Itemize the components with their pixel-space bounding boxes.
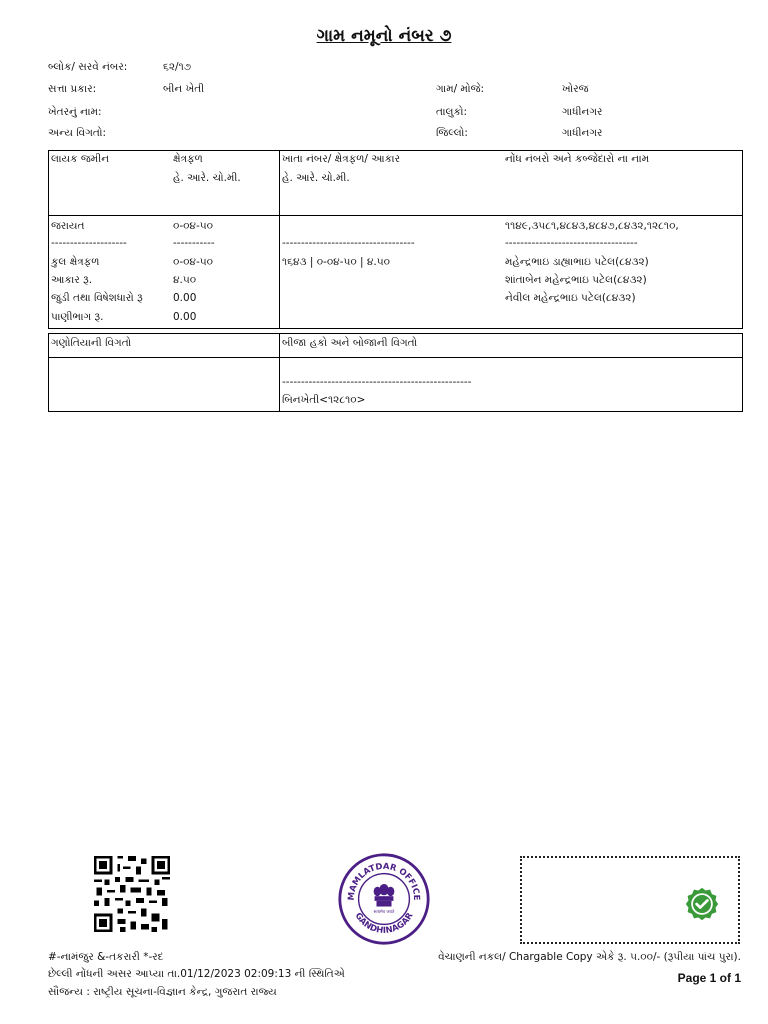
- header-names: નોંધ નંબરો અને કબ્જેદારો ના નામ: [505, 153, 650, 165]
- taluka-value: ગાધીનગર: [562, 106, 603, 118]
- district-value: ગાધીનગર: [562, 127, 603, 139]
- status-legend: #-નામંજુર &-તકરારી *-રદ: [48, 951, 164, 963]
- qr-code-icon: [94, 856, 170, 932]
- seal-bottom-text: GANDHINAGAR: [353, 910, 415, 935]
- land-body-cell: [49, 216, 280, 329]
- row-akar-value: ૪.૫૦: [173, 274, 197, 286]
- last-entry-effect: છેલ્લી નોંધની અસર આપ્યા તા.01/12/2023 02:09:13 ની સ્થિતિએ: [48, 968, 345, 980]
- account-body-cell: [280, 216, 743, 329]
- farm-name-label: ખેતરનું નામ:: [48, 106, 102, 118]
- account-header-cell: [280, 151, 743, 216]
- rights-table: [48, 333, 743, 412]
- header-account: ખાતા નંબર/ ક્ષેત્રફળ/ આકાર: [282, 153, 401, 165]
- row-judi: જુડી તથા વિષેશધારો રૂ: [51, 292, 143, 304]
- row-judi-value: 0.00: [173, 292, 197, 304]
- header-area: ક્ષેત્રફળ: [173, 153, 203, 165]
- rights-header-cell: [280, 334, 743, 358]
- row-water: પાણીભાગ રૂ.: [51, 311, 104, 323]
- block-value: ૬૨/૧૭: [163, 61, 192, 73]
- dash-line: -----------------------------------: [282, 237, 415, 249]
- tenants-header-cell: [49, 334, 280, 358]
- header-area-unit: હે. આરે. ચો.મી.: [173, 172, 241, 184]
- seal-motto: सत्यमेव जयते: [373, 909, 395, 915]
- page-title: ગામ નમૂનો નંબર ૭: [316, 26, 452, 46]
- row-jarayat: જરાયત: [51, 220, 85, 232]
- rights-entry: બિનખેતી<૧૨૮૧૦>: [282, 394, 366, 406]
- taluka-label: તાલુકો:: [436, 106, 468, 118]
- rights-body-cell: [280, 358, 743, 412]
- dash-line: --------------------: [51, 237, 127, 249]
- page-number: Page 1 of 1: [677, 971, 741, 985]
- block-label: બ્લોક/ સરવે નંબર:: [48, 61, 128, 73]
- dash-line: -----------: [173, 237, 215, 249]
- land-header-cell: [49, 151, 280, 216]
- header-land: લાયક જમીન: [51, 153, 110, 165]
- dash-line: --------------------------------------------------: [282, 376, 472, 388]
- other-details-label: અન્ય વિગતો:: [48, 127, 106, 139]
- row-jarayat-value: ૦-૦૪-૫૦: [173, 220, 213, 232]
- seal-top-text: MAMLATDAR OFFICE: [345, 860, 423, 901]
- courtesy-line: સૌજન્ય : રાષ્ટ્રીય સૂચના-વિજ્ઞાન કેન્દ્ર, ગુજરાત રાજ્ય: [48, 986, 277, 998]
- district-label: જિલ્લો:: [436, 127, 468, 139]
- header-account-unit: હે. આરે. ચો.મી.: [282, 172, 350, 184]
- header-rights: બીજા હકો અને બોજાની વિગતો: [282, 337, 418, 349]
- land-record-table: [48, 150, 743, 329]
- row-total-area: કુલ ક્ષેત્રફળ: [51, 256, 100, 268]
- emblem-icon: [374, 884, 395, 907]
- tenure-value: બીન ખેતી: [163, 83, 205, 95]
- header-tenants: ગણોતિયાની વિગતો: [51, 337, 132, 349]
- owner-name: શાંતાબેન મહેન્દ્રભાઇ પટેલ(૮૪૩૨): [505, 274, 647, 286]
- village-label: ગામ/ મોજે:: [436, 83, 485, 95]
- row-water-value: 0.00: [173, 311, 197, 323]
- tenants-body-cell: [49, 358, 280, 412]
- dash-line: -----------------------------------: [505, 237, 638, 249]
- owner-name: નેવીલ મહેન્દ્રભાઇ પટેલ(૮૪૩૨): [505, 292, 636, 304]
- owner-name: મહેન્દ્રભાઇ ડાહ્યાભાઇ પટેલ(૮૪૩૨): [505, 256, 649, 268]
- row-akar: આકાર રૂ.: [51, 274, 93, 286]
- row-total-area-value: ૦-૦૪-૫૦: [173, 256, 213, 268]
- tenure-label: સત્તા પ્રકાર:: [48, 83, 97, 95]
- village-value: ખોરજ: [562, 83, 589, 95]
- verified-check-icon: [684, 886, 720, 922]
- account-entry: ૧૬૪૩ | ૦-૦૪-૫૦ | ૪.૫૦: [282, 256, 390, 268]
- chargeable-copy-note: વેચાણની નકલ/ Chargable Copy એકે રૂ. ૫.૦૦/- (રૂપીયા પાંચ પુરા).: [438, 951, 741, 963]
- mamlatdar-seal-icon: [337, 852, 431, 946]
- notes-numbers: ૧૧૪૯,૩૫૮૧,૪૮૪૩,૪૮૪૭,૮૪૩૨,૧૨૮૧૦,: [505, 220, 679, 232]
